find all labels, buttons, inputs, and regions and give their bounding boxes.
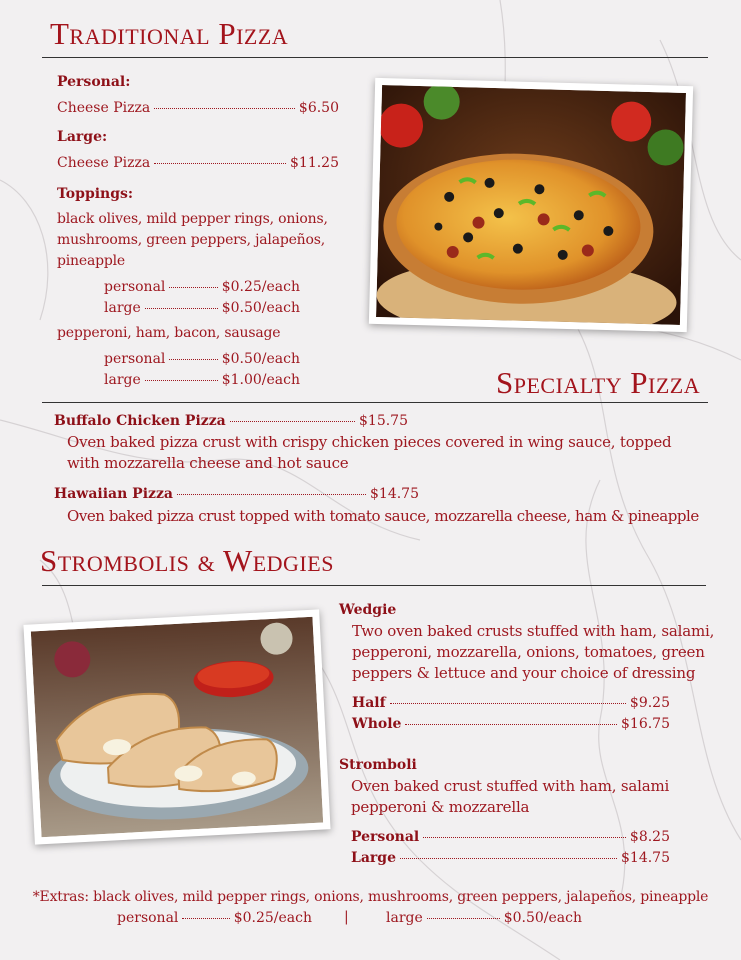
leader-dots [427,918,500,919]
stromboli-personal-line [351,829,670,845]
heading-amp: & [197,551,216,576]
price: $0.50/each [221,300,300,316]
leader-dots [154,108,295,109]
wedgie-desc: Two oven baked crusts stuffed with ham, salami, [352,622,715,640]
toppings-line: black olives, mild pepper rings, onions, [57,211,328,227]
personal-label: Personal: [57,74,131,90]
item-price: $15.75 [359,413,408,429]
wedgie-title: Wedgie [339,602,397,618]
extras-large-line [386,910,582,926]
size-label: large [104,300,141,316]
size-label: personal [117,910,179,926]
price: $0.50/each [221,351,300,367]
item-name: Buffalo Chicken Pizza [54,413,226,429]
leader-dots [230,421,355,422]
specialty-divider [42,402,708,403]
leader-dots [169,359,217,360]
size-label: large [386,910,423,926]
extras-personal-line [117,910,312,926]
group1-personal-price [104,279,300,295]
specialty-pizza-heading: Specialty Pizza [496,365,701,400]
item-price: $11.25 [290,155,339,171]
price: $16.75 [621,716,670,732]
group2-personal-price [104,351,300,367]
heading-part: Strombolis [40,543,190,578]
price: $9.25 [629,695,670,711]
item-name: Cheese Pizza [57,155,151,171]
wedgie-whole-line [352,716,670,732]
leader-dots [182,918,229,919]
large-cheese-line [57,155,339,171]
toppings-line: mushrooms, green peppers, jalapeños, [57,232,325,248]
leader-dots [405,724,617,725]
leader-dots [177,494,366,495]
hawaiian-desc: Oven baked pizza crust topped with tomato sauce, mozzarella cheese, ham & pineapple [67,507,699,525]
extras-line: *Extras: black olives, mild pepper rings, onions, mushrooms, green peppers, jalapeños, pineapple [32,889,709,905]
stromboli-photo [23,609,330,844]
item-name: Cheese Pizza [57,100,151,116]
pizza-illustration [376,85,686,325]
buffalo-desc: with mozzarella cheese and hot sauce [67,454,349,472]
leader-dots [390,703,626,704]
heading-part: Wedgies [222,543,334,578]
item-price: $6.50 [298,100,339,116]
leader-dots [400,858,617,859]
stromboli-large-line [351,850,670,866]
size-label: Whole [352,716,402,732]
traditional-pizza-heading: Traditional Pizza [50,16,289,51]
wedgie-desc: pepperoni, mozzarella, onions, tomatoes, green [352,643,705,661]
item-name: Hawaiian Pizza [54,486,173,502]
hawaiian-line [54,486,419,502]
size-label: personal [104,351,166,367]
pizza-photo [369,78,693,332]
traditional-divider [42,57,708,58]
toppings-line: pineapple [57,253,125,269]
price: $0.25/each [233,910,312,926]
size-label: large [104,372,141,388]
price: $0.50/each [503,910,582,926]
leader-dots [169,287,217,288]
price: $0.25/each [221,279,300,295]
group2-large-price [104,372,300,388]
size-label: Half [352,695,386,711]
stromboli-desc: pepperoni & mozzarella [351,798,530,816]
size-label: Large [351,850,396,866]
size-label: Personal [351,829,420,845]
extras-separator: | [344,909,349,925]
stromboli-desc: Oven baked crust stuffed with ham, salami [351,777,670,795]
group1-large-price [104,300,300,316]
toppings-label: Toppings: [57,186,134,202]
leader-dots [145,308,218,309]
buffalo-chicken-line [54,413,408,429]
leader-dots [145,380,218,381]
wedgie-desc: peppers & lettuce and your choice of dressing [352,664,696,682]
leader-dots [423,837,626,838]
price: $1.00/each [221,372,300,388]
large-label: Large: [57,129,108,145]
strombolis-wedgies-heading [40,543,334,579]
personal-cheese-line [57,100,339,116]
price: $14.75 [621,850,670,866]
price: $8.25 [629,829,670,845]
stromboli-illustration [31,617,323,837]
toppings-meat-line: pepperoni, ham, bacon, sausage [57,325,281,341]
leader-dots [154,163,286,164]
size-label: personal [104,279,166,295]
strombolis-divider [42,585,706,586]
buffalo-desc: Oven baked pizza crust with crispy chicken pieces covered in wing sauce, topped [67,433,672,451]
stromboli-title: Stromboli [339,757,417,773]
wedgie-half-line [352,695,670,711]
item-price: $14.75 [370,486,419,502]
